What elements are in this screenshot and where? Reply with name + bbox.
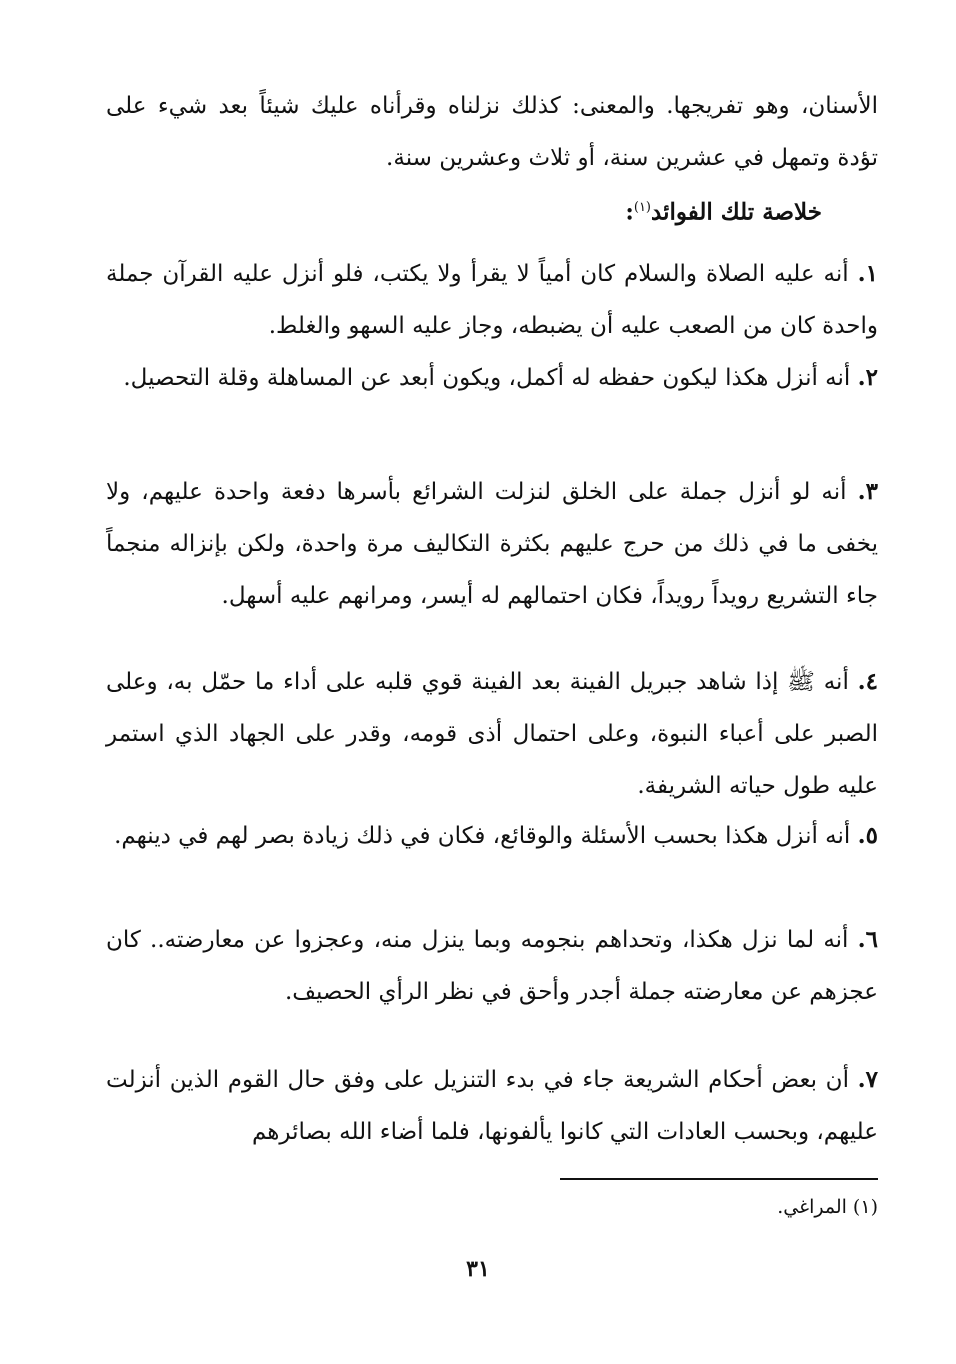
item-number: ٧. — [857, 1066, 878, 1093]
item-text: أنه أنزل هكذا بحسب الأسئلة والوقائع، فكان في ذلك زيادة بصر لهم في دينهم. — [114, 823, 851, 849]
list-item — [106, 810, 878, 862]
list-item — [106, 466, 878, 622]
item-text: أنه أنزل هكذا ليكون حفظه له أكمل، ويكون أبعد عن المساهلة وقلة التحصيل. — [123, 365, 851, 391]
item-text: أنه لو أنزل جملة على الخلق لنزلت الشرائع بأسرها دفعة واحدة عليهم، ولا يخفى ما في ذلك من حرج عليهم بكثرة التكاليف مرة واحدة، ولكن بإنزاله منجماً جاء التشريع رويداً رويداً، فكان احتمالهم له أيسر، ومرانهم عليه أسهل. — [106, 479, 878, 609]
list-item — [106, 1054, 878, 1158]
footnote-divider — [560, 1178, 878, 1180]
item-number: ٣. — [857, 478, 878, 505]
item-number: ١. — [857, 260, 878, 287]
list-item — [106, 248, 878, 352]
item-number: ٤. — [857, 668, 878, 695]
item-number: ٥. — [857, 822, 878, 849]
list-item — [106, 352, 878, 404]
heading-colon: : — [625, 198, 634, 226]
item-number: ٢. — [857, 364, 878, 391]
item-text: أنه لما نزل هكذا، وتحداهم بنجومه وبما ينزل منه، وعجزوا عن معارضته.. كان عجزهم عن معارضته جملة أجدر وأحق في نظر الرأي الحصيف. — [106, 927, 878, 1005]
item-text: أنه عليه الصلاة والسلام كان أمياً لا يقرأ ولا يكتب، فلو أنزل عليه القرآن جملة واحدة كان من الصعب عليه أن يضبطه، وجاز عليه السهو والغلط. — [106, 261, 878, 339]
item-text: أنه ﷺ إذا شاهد جبريل الفينة بعد الفينة قوي قلبه على أداء ما حمّل به، وعلى الصبر على أعباء النبوة، وعلى احتمال أذى قومه، وقدر على الجهاد الذي استمر عليه طول حياته الشريفة. — [106, 669, 878, 799]
footnote: (١) المراغي. — [777, 1196, 878, 1218]
item-text: أن بعض أحكام الشريعة جاء في بدء التنزيل على وفق حال القوم الذين أنزلت عليهم، وبحسب العادات التي كانوا يألفونها، فلما أضاء الله بصائرهم — [106, 1067, 878, 1145]
page-number: ٣١ — [466, 1256, 490, 1282]
footnote-ref: (١) — [633, 200, 651, 215]
heading-text: خلاصة تلك الفوائد — [651, 198, 822, 226]
intro-paragraph: الأسنان، وهو تفريجها. والمعنى: كذلك نزلناه وقرأناه عليك شيئاً بعد شيء على تؤدة وتمهل في عشرين سنة، أو ثلاث وعشرين سنة. — [106, 93, 878, 171]
item-number: ٦. — [857, 926, 878, 953]
list-item — [106, 914, 878, 1018]
section-heading — [106, 182, 822, 239]
list-item — [106, 656, 878, 812]
